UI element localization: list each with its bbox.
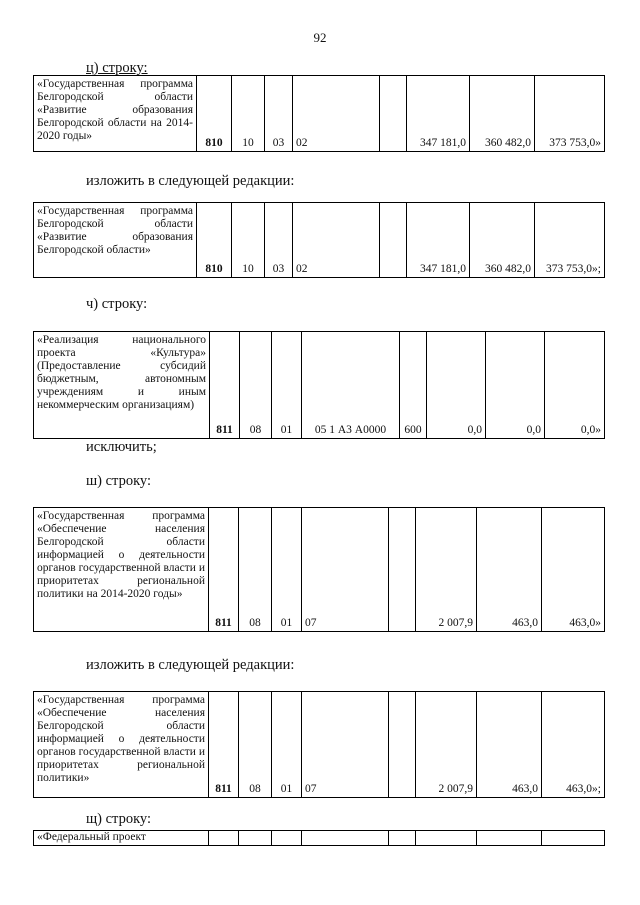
amount-2020-cell	[477, 831, 542, 846]
section-code-cell	[239, 831, 272, 846]
section-code-cell: 08	[239, 692, 272, 798]
budget-row-table	[33, 75, 605, 152]
amount-2020-cell: 0,0	[486, 332, 545, 439]
amount-2020-cell: 360 482,0	[470, 203, 535, 278]
ministry-code-cell: 810	[197, 203, 232, 278]
section-code-cell: 10	[232, 76, 265, 152]
section-heading-ch: ч) строку:	[86, 296, 148, 312]
budget-row-table	[33, 830, 605, 846]
budget-row-table	[33, 691, 605, 798]
section-code-cell: 10	[232, 203, 265, 278]
program-name-cell: «Государственная программа «Обеспечение населения Белгородской области информацией о деятельности органов государственной власти и приоритетах региональной политики»	[34, 692, 209, 798]
amount-2019-cell	[416, 831, 477, 846]
amount-2019-cell: 347 181,0	[407, 203, 470, 278]
program-name-cell: «Реализация национального проекта «Культура» (Предоставление субсидий бюджетным, автономным учреждениям и иным некоммерческим организациям)	[34, 332, 210, 439]
amount-2021-cell: 0,0»	[545, 332, 605, 439]
subsection-code-cell: 01	[272, 692, 302, 798]
ministry-code-cell: 811	[209, 508, 239, 632]
expense-type-cell: 600	[400, 332, 427, 439]
budget-row-table	[33, 202, 605, 278]
expense-type-cell	[380, 76, 407, 152]
program-name-cell: «Государственная программа «Обеспечение населения Белгородской области информацией о деятельности органов государственной власти и приоритетах региональной политики на 2014-2020 годы»	[34, 508, 209, 632]
expense-type-cell	[389, 692, 416, 798]
ministry-code-cell: 811	[210, 332, 240, 439]
section-heading-replace-1: изложить в следующей редакции:	[86, 173, 295, 189]
target-article-cell: 05 1 А3 А0000	[302, 332, 400, 439]
target-article-cell: 07	[302, 508, 389, 632]
section-heading-replace-2: изложить в следующей редакции:	[86, 657, 295, 673]
amount-2021-cell: 463,0»;	[542, 692, 605, 798]
expense-type-cell	[389, 831, 416, 846]
target-article-cell	[302, 831, 389, 846]
ministry-code-cell: 811	[209, 692, 239, 798]
target-article-cell: 02	[293, 76, 380, 152]
amount-2019-cell: 2 007,9	[416, 508, 477, 632]
amount-2021-cell: 373 753,0»;	[535, 203, 605, 278]
ministry-code-cell	[209, 831, 239, 846]
section-heading-ts: ц) строку:	[86, 60, 148, 76]
target-article-cell: 07	[302, 692, 389, 798]
program-name-cell: «Государственная программа Белгородской области «Развитие образования Белгородской области»	[34, 203, 197, 278]
subsection-code-cell: 01	[272, 332, 302, 439]
amount-2021-cell	[542, 831, 605, 846]
amount-2020-cell: 360 482,0	[470, 76, 535, 152]
ministry-code-cell: 810	[197, 76, 232, 152]
section-heading-exclude: исключить;	[86, 439, 157, 455]
section-code-cell: 08	[239, 508, 272, 632]
program-name-cell: «Федеральный проект	[34, 831, 209, 846]
budget-row-table	[33, 507, 605, 632]
expense-type-cell	[380, 203, 407, 278]
amount-2020-cell: 463,0	[477, 508, 542, 632]
amount-2021-cell: 373 753,0»	[535, 76, 605, 152]
section-code-cell: 08	[240, 332, 272, 439]
amount-2019-cell: 0,0	[427, 332, 486, 439]
target-article-cell: 02	[293, 203, 380, 278]
subsection-code-cell: 03	[265, 76, 293, 152]
expense-type-cell	[389, 508, 416, 632]
amount-2020-cell: 463,0	[477, 692, 542, 798]
section-heading-sh: ш) строку:	[86, 473, 151, 489]
subsection-code-cell: 03	[265, 203, 293, 278]
page-number: 92	[313, 30, 327, 45]
amount-2021-cell: 463,0»	[542, 508, 605, 632]
program-name-cell: «Государственная программа Белгородской области «Развитие образования Белгородской области на 2014-2020 годы»	[34, 76, 197, 152]
budget-row-table	[33, 331, 605, 439]
subsection-code-cell: 01	[272, 508, 302, 632]
amount-2019-cell: 347 181,0	[407, 76, 470, 152]
section-heading-shch: щ) строку:	[86, 811, 151, 827]
amount-2019-cell: 2 007,9	[416, 692, 477, 798]
subsection-code-cell	[272, 831, 302, 846]
